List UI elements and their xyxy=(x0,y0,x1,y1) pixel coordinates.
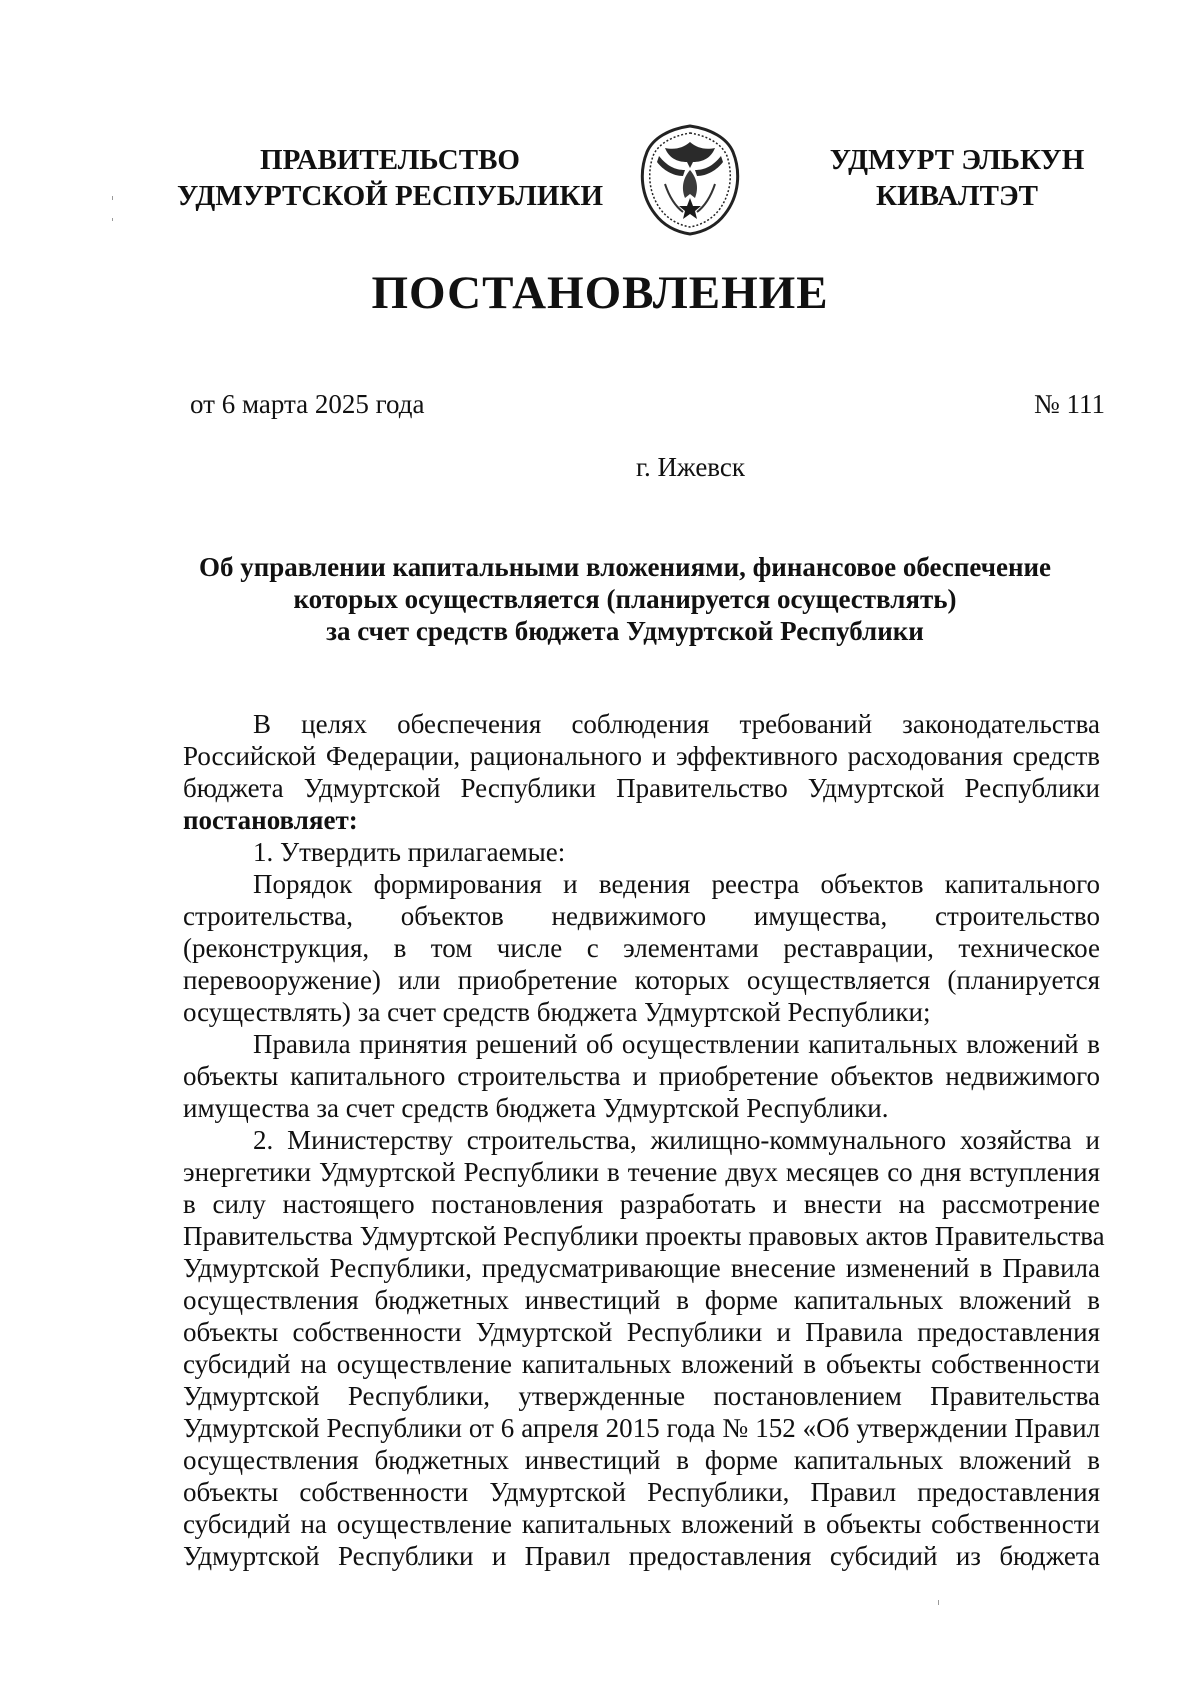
issuer-udmurt-line-1: УДМУРТ ЭЛЬКУН xyxy=(829,144,1085,176)
issuer-russian-line-1: ПРАВИТЕЛЬСТВО xyxy=(260,144,520,176)
document-body xyxy=(183,708,1105,1572)
body-line: строительства, объектов недвижимого имущества, строительство xyxy=(183,901,1100,931)
body-line: В целях обеспечения соблюдения требований законодательства xyxy=(253,709,1100,739)
resolves-word: постановляет: xyxy=(183,805,358,835)
body-line: в силу настоящего постановления разработать и внести на рассмотрение xyxy=(183,1189,1100,1219)
body-line: Удмуртской Республики и Правил предоставления субсидий из бюджета xyxy=(183,1541,1100,1571)
body-line: 2. Министерству строительства, жилищно-коммунального хозяйства и xyxy=(253,1125,1100,1155)
body-line: субсидий на осуществление капитальных вложений в объекты собственности xyxy=(183,1349,1100,1379)
body-line: осуществления бюджетных инвестиций в форме капитальных вложений в xyxy=(183,1445,1100,1475)
title-line: которых осуществляется (планируется осуществлять) xyxy=(293,584,957,614)
body-line: Удмуртской Республики от 6 апреля 2015 года № 152 «Об утверждении Правил xyxy=(183,1413,1100,1443)
coat-of-arms-icon xyxy=(635,122,745,236)
document-type-heading: ПОСТАНОВЛЕНИЕ xyxy=(371,267,829,319)
document-city: г. Ижевск xyxy=(636,452,746,482)
issuer-russian xyxy=(175,142,605,214)
body-line: энергетики Удмуртской Республики в течение двух месяцев со дня вступления xyxy=(183,1157,1100,1187)
issuer-udmurt xyxy=(812,142,1102,214)
body-line: Удмуртской Республики, предусматривающие внесение изменений в Правила xyxy=(183,1253,1100,1283)
item-1-heading: 1. Утвердить прилагаемые: xyxy=(253,837,566,867)
document-date: от 6 марта 2025 года xyxy=(190,389,425,419)
body-line: Порядок формирования и ведения реестра объектов капитального xyxy=(253,869,1100,899)
document-title xyxy=(150,551,1100,647)
scan-speck xyxy=(112,196,113,200)
body-line: Правительства Удмуртской Республики проекты правовых актов Правительства xyxy=(183,1221,1105,1251)
body-line: осуществления бюджетных инвестиций в форме капитальных вложений в xyxy=(183,1285,1100,1315)
body-line: субсидий на осуществление капитальных вложений в объекты собственности xyxy=(183,1509,1100,1539)
document-number: № 111 xyxy=(1033,389,1105,419)
issuer-udmurt-line-2: КИВАЛТЭТ xyxy=(875,180,1038,212)
title-line: за счет средств бюджета Удмуртской Республики xyxy=(326,616,924,646)
body-line: Российской Федерации, рационального и эффективного расходования средств xyxy=(183,741,1100,771)
body-line: осуществлять) за счет средств бюджета Удмуртской Республики; xyxy=(183,997,931,1027)
body-line: бюджета Удмуртской Республики Правительство Удмуртской Республики xyxy=(183,773,1100,803)
body-line: перевооружение) или приобретение которых осуществляется (планируется xyxy=(183,965,1100,995)
body-line: имущества за счет средств бюджета Удмуртской Республики. xyxy=(183,1093,889,1123)
body-line: Правила принятия решений об осуществлении капитальных вложений в xyxy=(253,1029,1100,1059)
body-line: (реконструкция, в том числе с элементами реставрации, техническое xyxy=(183,933,1100,963)
body-line: объекты собственности Удмуртской Республики и Правила предоставления xyxy=(183,1317,1100,1347)
issuer-russian-line-2: УДМУРТСКОЙ РЕСПУБЛИКИ xyxy=(176,180,604,212)
title-line: Об управлении капитальными вложениями, финансовое обеспечение xyxy=(198,552,1052,582)
body-line: объекты собственности Удмуртской Республики, Правил предоставления xyxy=(183,1477,1100,1507)
body-line: объекты капитального строительства и приобретение объектов недвижимого xyxy=(183,1061,1100,1091)
body-line: Удмуртской Республики, утвержденные постановлением Правительства xyxy=(183,1381,1100,1411)
scan-speck xyxy=(938,1600,939,1605)
scan-speck xyxy=(112,218,113,221)
